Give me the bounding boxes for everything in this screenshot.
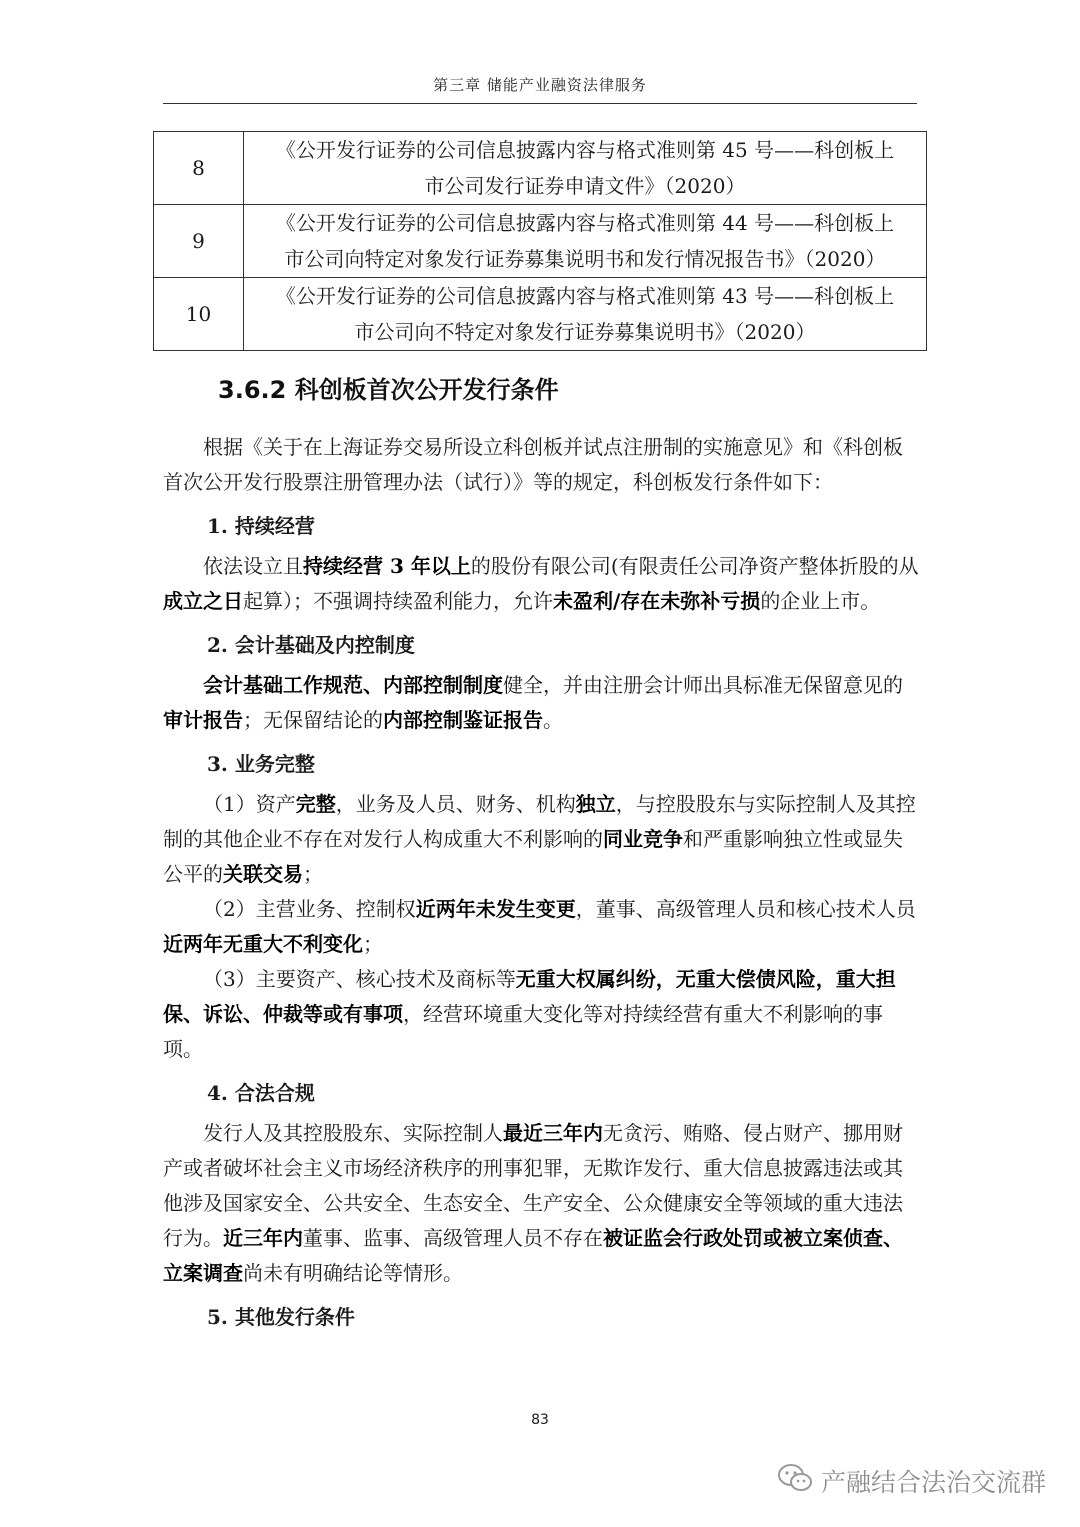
regulations-table bbox=[153, 131, 927, 351]
emphasis: 未盈利/存在未弥补亏损 bbox=[553, 589, 761, 613]
text-span: 尚未有明确结论等情形。 bbox=[243, 1261, 463, 1285]
regulation-title bbox=[244, 278, 927, 351]
row-number: 8 bbox=[154, 132, 244, 205]
text-span: 无贪污、贿赂、侵占财产、挪用财产或者破坏社会主义市场经济秩序的刑事犯罪，无欺诈发行、重大信息披露违法或其他涉及国家安全、公共安全、生态安全、生产安全、公众健康安全等领域的重大违法行为。 bbox=[163, 1121, 903, 1250]
text-span: ，业务及人员、财务、机构 bbox=[335, 792, 576, 816]
page-number: 83 bbox=[531, 1412, 549, 1428]
regulation-title-line: 《公开发行证券的公司信息披露内容与格式准则第 45 号——科创板上 bbox=[275, 138, 895, 162]
table-row bbox=[154, 132, 927, 205]
heading-business-integrity: 3. 业务完整 bbox=[207, 752, 315, 776]
emphasis: 最近三年内 bbox=[503, 1121, 603, 1145]
emphasis: 无重大权属纠纷，无重大偿债风险，重大担保、诉讼、仲裁等或有事项 bbox=[163, 967, 896, 1026]
regulation-title bbox=[244, 132, 927, 205]
regulation-title-line: 《公开发行证券的公司信息披露内容与格式准则第 44 号——科创板上 bbox=[275, 211, 895, 235]
row-number: 9 bbox=[154, 205, 244, 278]
text-span: ； bbox=[303, 862, 323, 886]
text-span: 。 bbox=[543, 708, 563, 732]
paragraph-business-1 bbox=[163, 787, 919, 892]
emphasis: 会计基础工作规范 bbox=[203, 673, 363, 697]
paragraph-sustained-operation bbox=[163, 549, 919, 619]
emphasis: 近两年未发生变更 bbox=[415, 897, 576, 921]
emphasis: 近两年无重大不利变化 bbox=[163, 932, 363, 956]
emphasis: 成立之日 bbox=[163, 589, 243, 613]
text-span: 起算）；不强调持续盈利能力，允许 bbox=[243, 589, 553, 613]
text-span: 董事、监事、高级管理人员不存在 bbox=[303, 1226, 603, 1250]
paragraph-accounting-controls bbox=[163, 668, 919, 738]
emphasis: 内部控制制度 bbox=[383, 673, 503, 697]
section-body bbox=[163, 430, 919, 1340]
text-span: 健全，并由注册会计师出具标准无保留意见的 bbox=[503, 673, 903, 697]
emphasis: 被证监会行政处罚或被立案侦查、立案调查 bbox=[163, 1226, 903, 1285]
row-number: 10 bbox=[154, 278, 244, 351]
heading-sustained-operation: 1. 持续经营 bbox=[207, 514, 315, 538]
header-rule bbox=[163, 103, 917, 104]
text-span: 和严重影响独立性或显失公平的 bbox=[163, 827, 903, 886]
emphasis: 关联交易 bbox=[223, 862, 303, 886]
text-span: 依法设立且 bbox=[203, 554, 303, 578]
heading-accounting-controls: 2. 会计基础及内控制度 bbox=[207, 633, 415, 657]
emphasis: 审计报告 bbox=[163, 708, 243, 732]
regulation-title-line: 市公司发行证券申请文件》（2020） bbox=[424, 174, 746, 198]
heading-other-conditions: 5. 其他发行条件 bbox=[207, 1305, 355, 1329]
regulation-title bbox=[244, 205, 927, 278]
emphasis: 完整 bbox=[295, 792, 336, 816]
text-span: ，董事、高级管理人员和核心技术人员 bbox=[575, 897, 916, 921]
emphasis: 持续经营 3 年以上 bbox=[303, 554, 471, 578]
text-span: （1）资产 bbox=[203, 792, 296, 816]
watermark bbox=[777, 1463, 1046, 1499]
table-row bbox=[154, 278, 927, 351]
regulation-title-line: 市公司向不特定对象发行证券募集说明书》（2020） bbox=[354, 320, 816, 344]
heading-compliance: 4. 合法合规 bbox=[207, 1081, 315, 1105]
watermark-text: 产融结合法治交流群 bbox=[820, 1468, 1046, 1497]
regulation-title-line: 市公司向特定对象发行证券募集说明书和发行情况报告书》（2020） bbox=[284, 247, 886, 271]
emphasis: 内部控制鉴证报告 bbox=[383, 708, 543, 732]
text-span: （3）主要资产、核心技术及商标等 bbox=[203, 967, 516, 991]
text-span: ，与控股股东与实际控制人及其控制的其他企业不存在对发行人构成重大不利影响的 bbox=[163, 792, 916, 851]
emphasis: 、 bbox=[363, 673, 383, 697]
paragraph-business-3 bbox=[163, 962, 919, 1067]
emphasis: 近三年内 bbox=[223, 1226, 303, 1250]
emphasis: 同业竞争 bbox=[603, 827, 683, 851]
text-span: 发行人及其控股股东、实际控制人 bbox=[203, 1121, 503, 1145]
emphasis: 独立 bbox=[575, 792, 616, 816]
text-span: ； bbox=[363, 932, 383, 956]
wechat-icon bbox=[777, 1463, 813, 1499]
paragraph-compliance bbox=[163, 1116, 919, 1291]
section-title: 3.6.2 科创板首次公开发行条件 bbox=[218, 376, 559, 404]
paragraph-business-2 bbox=[163, 892, 919, 962]
text-span: ；无保留结论的 bbox=[243, 708, 383, 732]
text-span: （2）主营业务、控制权 bbox=[203, 897, 416, 921]
text-span: 的股份有限公司(有限责任公司净资产整体折股的从 bbox=[470, 554, 919, 578]
text-span: ，经营环境重大变化等对持续经营有重大不利影响的事项。 bbox=[163, 1002, 883, 1061]
regulation-title-line: 《公开发行证券的公司信息披露内容与格式准则第 43 号——科创板上 bbox=[275, 284, 895, 308]
running-header: 第三章 储能产业融资法律服务 bbox=[433, 76, 647, 94]
table-row bbox=[154, 205, 927, 278]
intro-paragraph: 根据《关于在上海证券交易所设立科创板并试点注册制的实施意见》和《科创板首次公开发行股票注册管理办法（试行）》等的规定，科创板发行条件如下： bbox=[163, 435, 903, 494]
text-span: 的企业上市。 bbox=[760, 589, 881, 613]
